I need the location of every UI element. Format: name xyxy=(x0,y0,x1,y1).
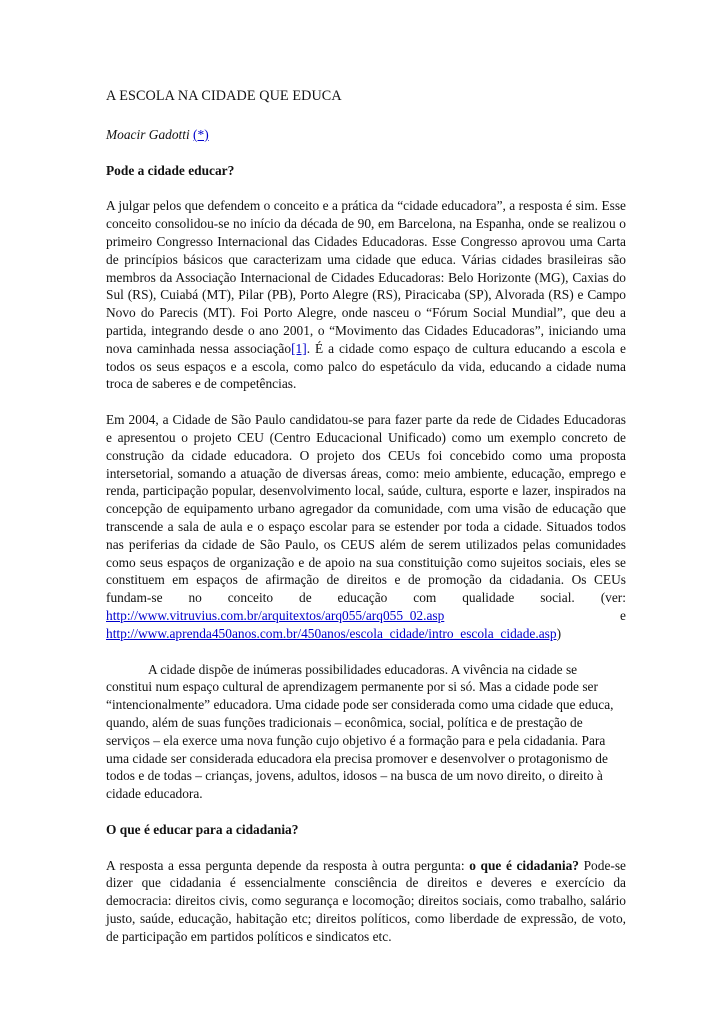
word: de xyxy=(299,590,312,606)
paragraph-1-text-b: . É a cidade como espaço de cultura educando a escola e todos os seus espaços e a escola, como palco do espetáculo da vida, educando a cidade numa troca de saberes e de competências. xyxy=(106,340,626,392)
word: fundam-se xyxy=(106,590,163,606)
paragraph-2 xyxy=(106,411,626,642)
paragraph-2-link-line-2 xyxy=(106,625,626,643)
paragraph-1 xyxy=(106,197,626,393)
word: com xyxy=(413,590,437,606)
author-line xyxy=(106,126,626,144)
paragraph-2-link-line-1 xyxy=(106,607,626,625)
paragraph-2-spread-line xyxy=(106,589,626,607)
paragraph-4-text-b: Pode-se dizer que cidadania é essencialmente consciência de direitos e deveres e exercício da democracia: direitos civis, como segurança e locomoção; direitos sociais, como trabalho, salário justo, saúde, educação, habitação etc; direitos políticos, como liberdade de expressão, de voto, de participação em partidos políticos e sindicatos etc. xyxy=(106,857,626,944)
author-name: Moacir Gadotti xyxy=(106,126,190,142)
word: educação xyxy=(337,590,388,606)
paragraph-1-text-a: A julgar pelos que defendem o conceito e a prática da “cidade educadora”, a resposta é sim. Esse conceito consolidou-se no início da década de 90, em Barcelona, na Espanha, onde se realizou o primeiro Congresso Internacional das Cidades Educadoras. Esse Congresso aprovou uma Carta de princípios básicos que caracterizam uma cidade que educa. Várias cidades brasileiras são membros da Associação Internacional de Cidades Educadoras: Belo Horizonte (MG), Caxias do Sul (RS), Cuiabá (MT), Pilar (PB), Porto Alegre (RS), Piracicaba (SP), Alvorada (RS) e Campo Novo do Parecis (MT). Foi Porto Alegre, onde nasceu o “Fórum Social Mundial”, que deu a partida, integrando desde o ano 2001, o “Movimento das Cidades Educadoras”, iniciando uma nova caminhada nessa associação xyxy=(106,198,626,356)
conjunction-e: e xyxy=(620,607,626,623)
author-note-link[interactable]: (*) xyxy=(193,126,209,142)
document-page xyxy=(106,88,626,964)
word: no xyxy=(188,590,202,606)
paragraph-4-bold-question: o que é cidadania? xyxy=(469,857,579,873)
word: social. xyxy=(540,590,575,606)
aprenda450anos-link[interactable]: http://www.aprenda450anos.com.br/450anos/escola_cidade/intro_escola_cidade.asp xyxy=(106,625,557,641)
closing-paren: ) xyxy=(556,625,562,641)
word: conceito xyxy=(227,590,274,606)
paragraph-2-body: Em 2004, a Cidade de São Paulo candidatou-se para fazer parte da rede de Cidades Educadoras e apresentou o projeto CEU (Centro Educacional Unificado) como um exemplo concreto de construção da cidade educadora. O projeto dos CEUs foi concebido como uma proposta intersetorial, somando a atuação de diversas áreas, como: meio ambiente, educação, emprego e renda, participação popular, desenvolvimento local, saúde, cultura, esporte e lazer, inspirados na concepção de equipamento urbano agregador da comunidade, com uma visão de educação que transcende a sala de aula e o espaço escolar para se estender por toda a cidade. Situados todos nas periferias da cidade de São Paulo, os CEUS além de serem utilizados pelas comunidades como seus espaços de organização e de apoio na sua constituição como sujeitos sociais, eles se constituem em espaços de afirmação de direitos e de promoção da cidadania. Os CEUs xyxy=(106,412,626,588)
word: (ver: xyxy=(600,590,626,606)
vitruvius-link[interactable]: http://www.vitruvius.com.br/arquitextos/arq055/arq055_02.asp xyxy=(106,607,445,623)
paragraph-4-text-a: A resposta a essa pergunta depende da resposta à outra pergunta: xyxy=(106,857,470,873)
document-title: A ESCOLA NA CIDADE QUE EDUCA xyxy=(106,88,342,104)
section-heading-1: Pode a cidade educar? xyxy=(106,162,235,178)
paragraph-3: A cidade dispõe de inúmeras possibilidades educadoras. A vivência na cidade se constitui num espaço cultural de aprendizagem permanente por si só. Mas a cidade pode ser “intencionalmente” educadora. Uma cidade pode ser considerada como uma cidade que educa, quando, além de suas funções tradicionais – econômica, social, política e de prestação de serviços – ela exerce uma nova função cujo objetivo é a formação para e pela cidadania. Para uma cidade ser considerada educadora ela precisa promover e desenvolver o protagonismo de todos e de todas – crianças, jovens, adultos, idosos – na busca de um novo direito, o direito à cidade educadora. xyxy=(106,661,614,802)
word: qualidade xyxy=(462,590,515,606)
paragraph-4 xyxy=(106,857,626,946)
section-heading-2: O que é educar para a cidadania? xyxy=(106,821,299,837)
footnote-link-1[interactable]: [1] xyxy=(291,340,307,356)
